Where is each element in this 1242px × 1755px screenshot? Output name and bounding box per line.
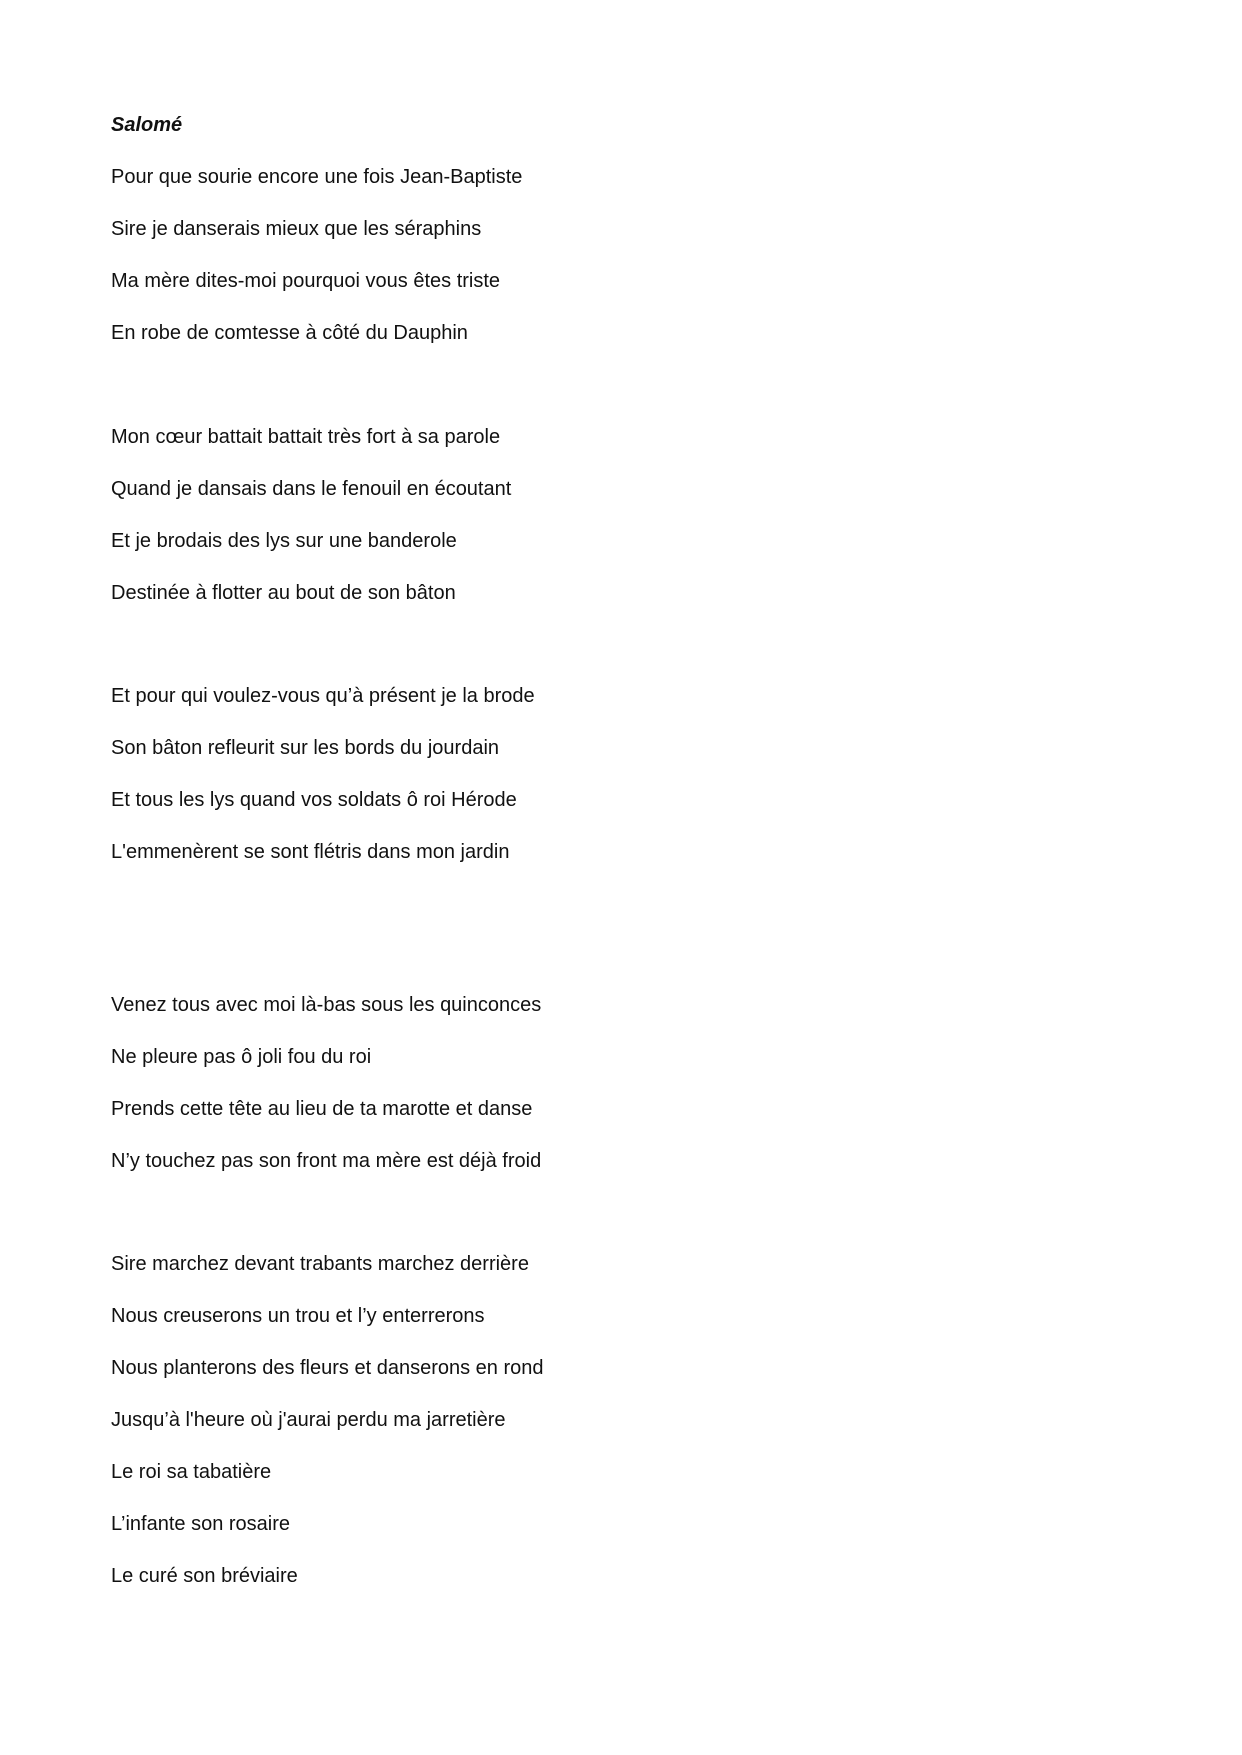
verse-line: Nous creuserons un trou et l’y enterrerons [111,1305,485,1327]
verse-line: Sire marchez devant trabants marchez derrière [111,1253,529,1275]
verse-line: Destinée à flotter au bout de son bâton [111,582,456,604]
verse-line: L'emmenèrent se sont flétris dans mon jardin [111,841,510,863]
verse-line: Venez tous avec moi là-bas sous les quinconces [111,994,542,1016]
verse-line: Nous planterons des fleurs et danserons en rond [111,1357,544,1379]
verse-line: Quand je dansais dans le fenouil en écoutant [111,478,512,500]
verse-line: Sire je danserais mieux que les séraphins [111,218,482,240]
verse-line: Mon cœur battait battait très fort à sa parole [111,426,501,448]
verse-line: L’infante son rosaire [111,1513,291,1535]
poem-title: Salomé [111,114,183,136]
verse-line: N’y touchez pas son front ma mère est déjà froid [111,1150,542,1172]
verse-line: Pour que sourie encore une fois Jean-Baptiste [111,166,523,188]
verse-line: Et tous les lys quand vos soldats ô roi Hérode [111,789,517,811]
verse-line: Et pour qui voulez-vous qu’à présent je la brode [111,685,535,707]
verse-line: Et je brodais des lys sur une banderole [111,530,457,552]
verse-line: Ma mère dites-moi pourquoi vous êtes triste [111,270,501,292]
verse-line: Le roi sa tabatière [111,1461,272,1483]
verse-line: En robe de comtesse à côté du Dauphin [111,322,468,344]
verse-line: Jusqu’à l'heure où j'aurai perdu ma jarretière [111,1409,506,1431]
verse-line: Ne pleure pas ô joli fou du roi [111,1046,372,1068]
verse-line: Prends cette tête au lieu de ta marotte et danse [111,1098,533,1120]
verse-line: Le curé son bréviaire [111,1565,298,1587]
verse-line: Son bâton refleurit sur les bords du jourdain [111,737,500,759]
